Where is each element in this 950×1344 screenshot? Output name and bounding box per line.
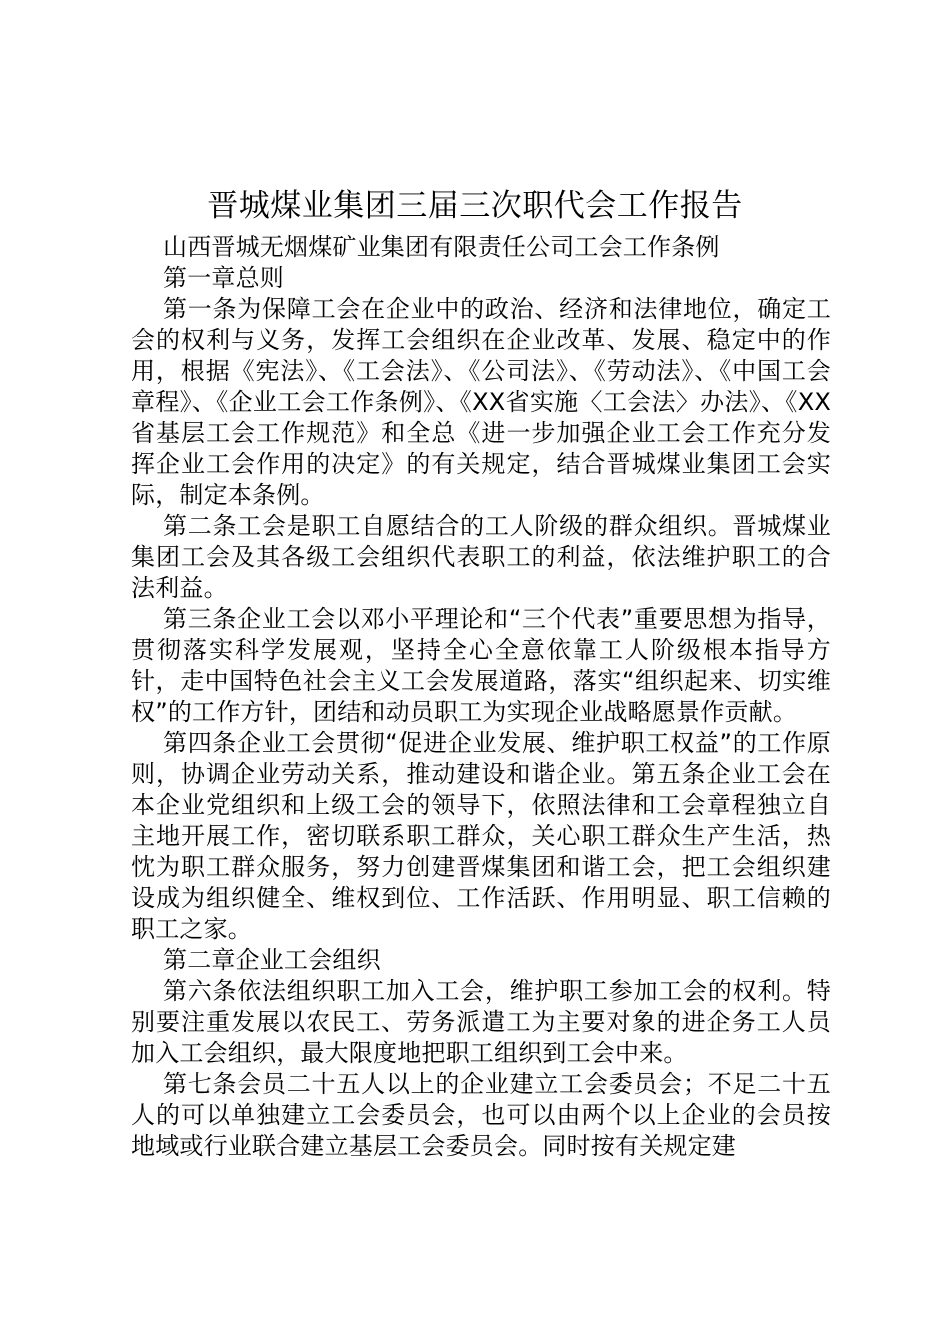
document-body [131,232,831,1162]
paragraph-article-3: 第三条企业工会以邓小平理论和“三个代表”重要思想为指导，贯彻落实科学发展观，坚持全心全意依靠工人阶级根本指导方针，走中国特色社会主义工会发展道路，落实“组织起来、切实维权”的工作方针，团结和动员职工为实现企业战略愿景作贡献。 [131,605,831,726]
paragraph-article-4-5: 第四条企业工会贯彻“促进企业发展、维护职工权益”的工作原则，协调企业劳动关系，推动建设和谐企业。第五条企业工会在本企业党组织和上级工会的领导下，依照法律和工会章程独立自主地开展工作，密切联系职工群众，关心职工群众生产生活，热忱为职工群众服务，努力创建晋煤集团和谐工会，把工会组织建设成为组织健全、维权到位、工作活跃、作用明显、职工信赖的职工之家。 [131,729,831,943]
paragraph-article-2: 第二条工会是职工自愿结合的工人阶级的群众组织。晋城煤业集团工会及其各级工会组织代表职工的利益，依法维护职工的合法利益。 [131,512,831,602]
paragraph-chapter-1-heading: 第一章总则 [163,264,284,292]
paragraph-chapter-2-heading: 第二章企业工会组织 [163,946,381,974]
paragraph-subtitle: 山西晋城无烟煤矿业集团有限责任公司工会工作条例 [163,233,720,261]
paragraph-article-1: 第一条为保障工会在企业中的政治、经济和法律地位，确定工会的权利与义务，发挥工会组织在企业改革、发展、稳定中的作用，根据《宪法》、《工会法》、《公司法》、《劳动法》、《中国工会章程》、《企业工会工作条例》、《XX省实施〈工会法〉办法》、《XX省基层工会工作规范》和全总《进一步加强企业工会工作充分发挥企业工会作用的决定》的有关规定，结合晋城煤业集团工会实际，制定本条例。 [131,295,831,509]
document-title: 晋城煤业集团三届三次职代会工作报告 [207,188,743,224]
paragraph-article-7: 第七条会员二十五人以上的企业建立工会委员会；不足二十五人的可以单独建立工会委员会，也可以由两个以上企业的会员按地域或行业联合建立基层工会委员会。同时按有关规定建 [131,1070,831,1160]
paragraph-article-6: 第六条依法组织职工加入工会，维护职工参加工会的权利。特别要注重发展以农民工、劳务派遣工为主要对象的进企务工人员加入工会组织，最大限度地把职工组织到工会中来。 [131,977,831,1067]
